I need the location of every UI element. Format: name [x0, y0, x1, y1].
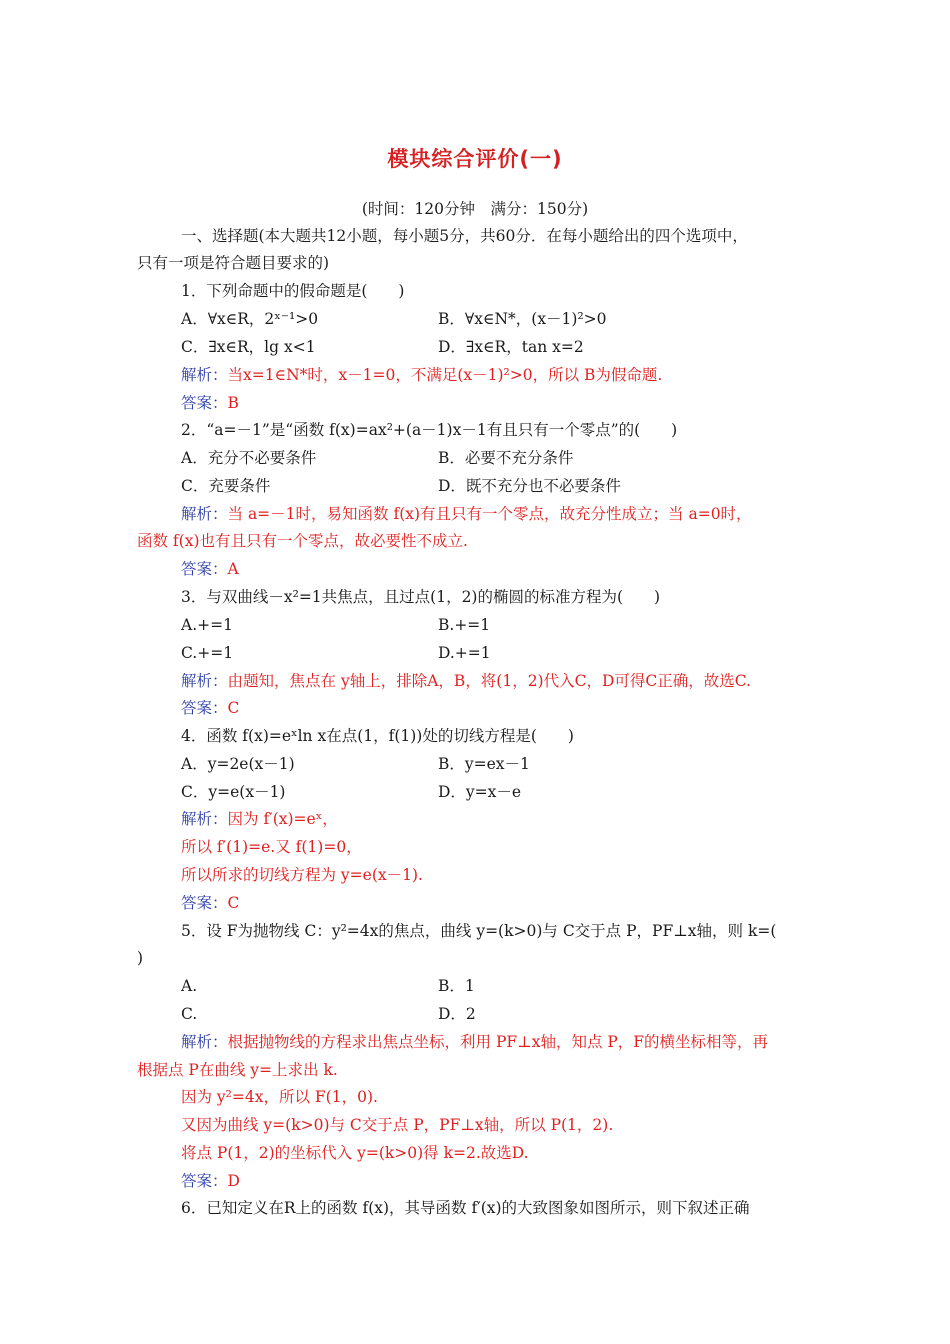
answer-value: B	[227, 394, 239, 412]
question-3-option-d: D.+=1	[438, 644, 491, 662]
question-2-option-b: B．必要不充分条件	[438, 449, 574, 467]
analysis-label: 解析：	[181, 1033, 228, 1051]
question-4-option-c: C．y=e(x－1)	[181, 783, 286, 801]
question-3-stem: 3．与双曲线－x²=1共焦点，且过点(1，2)的椭圆的标准方程为( )	[181, 588, 661, 606]
section-heading-line-2: 只有一项是符合题目要求的)	[137, 254, 330, 272]
question-1-option-d: D．∃x∈R，tan x=2	[438, 338, 584, 356]
question-1-option-c: C．∃x∈R，lg x<1	[181, 338, 316, 356]
question-4-answer	[181, 892, 239, 914]
answer-label: 答案：	[181, 560, 228, 578]
question-4-option-d: D．y=x－e	[438, 783, 522, 801]
question-4-analysis-line-3: 所以所求的切线方程为 y=e(x－1).	[181, 866, 423, 884]
question-4-option-a: A．y=2e(x－1)	[181, 755, 295, 773]
question-5-analysis-line-3: 因为 y²=4x，所以 F(1，0).	[181, 1088, 378, 1106]
question-5-analysis-line-4: 又因为曲线 y=(k>0)与 C交于点 P，PF⊥x轴，所以 P(1，2).	[181, 1116, 614, 1134]
question-1-answer	[181, 392, 239, 414]
answer-label: 答案：	[181, 394, 228, 412]
question-2-stem: 2．“a=－1”是“函数 f(x)=ax²+(a－1)x－1有且只有一个零点”的( )	[181, 421, 678, 439]
question-5-option-a: A.	[181, 977, 198, 995]
question-3-option-a: A.+=1	[181, 616, 233, 634]
analysis-label: 解析：	[181, 672, 228, 690]
question-3-analysis	[181, 670, 751, 692]
question-3-option-c: C.+=1	[181, 644, 234, 662]
analysis-label: 解析：	[181, 810, 228, 828]
question-5-analysis-line-2: 根据点 P在曲线 y=上求出 k.	[137, 1061, 338, 1079]
analysis-text: 因为 f′(x)=eˣ，	[227, 810, 338, 828]
question-5-answer	[181, 1170, 240, 1192]
analysis-label: 解析：	[181, 505, 228, 523]
answer-value: A	[227, 560, 239, 578]
answer-value: C	[227, 699, 240, 717]
question-4-option-b: B．y=ex－1	[438, 755, 530, 773]
question-5-stem: 5．设 F为抛物线 C：y²=4x的焦点，曲线 y=(k>0)与 C交于点 P，PF⊥x轴，则 k=(	[181, 922, 777, 940]
question-5-analysis-line-5: 将点 P(1，2)的坐标代入 y=(k>0)得 k=2.故选D.	[181, 1144, 529, 1162]
analysis-text: 当 a=－1时，易知函数 f(x)有且只有一个零点，故充分性成立；当 a=0时，	[227, 505, 752, 523]
page-title: 模块综合评价(一)	[387, 147, 563, 171]
question-6-stem: 6．已知定义在R上的函数 f(x)，其导函数 f′(x)的大致图象如图所示，则下叙述正确	[181, 1199, 750, 1217]
question-2-answer	[181, 558, 239, 580]
question-3-answer	[181, 697, 239, 719]
question-5-analysis	[181, 1031, 768, 1053]
question-3-option-b: B.+=1	[438, 616, 491, 634]
question-1-option-b: B．∀x∈N*，(x－1)²>0	[438, 310, 607, 328]
answer-value: C	[227, 894, 240, 912]
question-5-option-d: D．2	[438, 1005, 476, 1023]
question-2-option-d: D．既不充分也不必要条件	[438, 477, 621, 495]
analysis-text: 由题知，焦点在 y轴上，排除A，B，将(1，2)代入C，D可得C正确，故选C.	[227, 672, 751, 690]
answer-label: 答案：	[181, 894, 228, 912]
question-1-analysis	[181, 364, 662, 386]
question-4-stem: 4．函数 f(x)=eˣln x在点(1，f(1))处的切线方程是( )	[181, 727, 574, 745]
answer-value: D	[227, 1172, 240, 1190]
question-1-option-a: A．∀x∈R，2ˣ⁻¹>0	[181, 310, 319, 328]
question-5-option-b: B．1	[438, 977, 475, 995]
analysis-label: 解析：	[181, 366, 228, 384]
section-heading-line-1: 一、选择题(本大题共12小题，每小题5分，共60分．在每小题给出的四个选项中，	[181, 227, 748, 245]
answer-label: 答案：	[181, 1172, 228, 1190]
analysis-text: 当x=1∈N*时，x－1=0，不满足(x－1)²>0，所以 B为假命题.	[227, 366, 663, 384]
question-4-analysis	[181, 808, 338, 830]
question-2-analysis	[181, 503, 752, 525]
question-5-stem-cont: )	[137, 949, 144, 967]
question-2-analysis-cont: 函数 f(x)也有且只有一个零点，故必要性不成立.	[137, 532, 468, 550]
analysis-text: 根据抛物线的方程求出焦点坐标，利用 PF⊥x轴，知点 P，F的横坐标相等，再	[227, 1033, 769, 1051]
question-1-stem: 1．下列命题中的假命题是( )	[181, 282, 405, 300]
question-5-option-c: C.	[181, 1005, 198, 1023]
question-2-option-a: A．充分不必要条件	[181, 449, 317, 467]
exam-meta: (时间：120分钟 满分：150分)	[361, 200, 589, 218]
question-2-option-c: C．充要条件	[181, 477, 271, 495]
question-4-analysis-line-2: 所以 f′(1)=e.又 f(1)=0，	[181, 838, 362, 856]
answer-label: 答案：	[181, 699, 228, 717]
